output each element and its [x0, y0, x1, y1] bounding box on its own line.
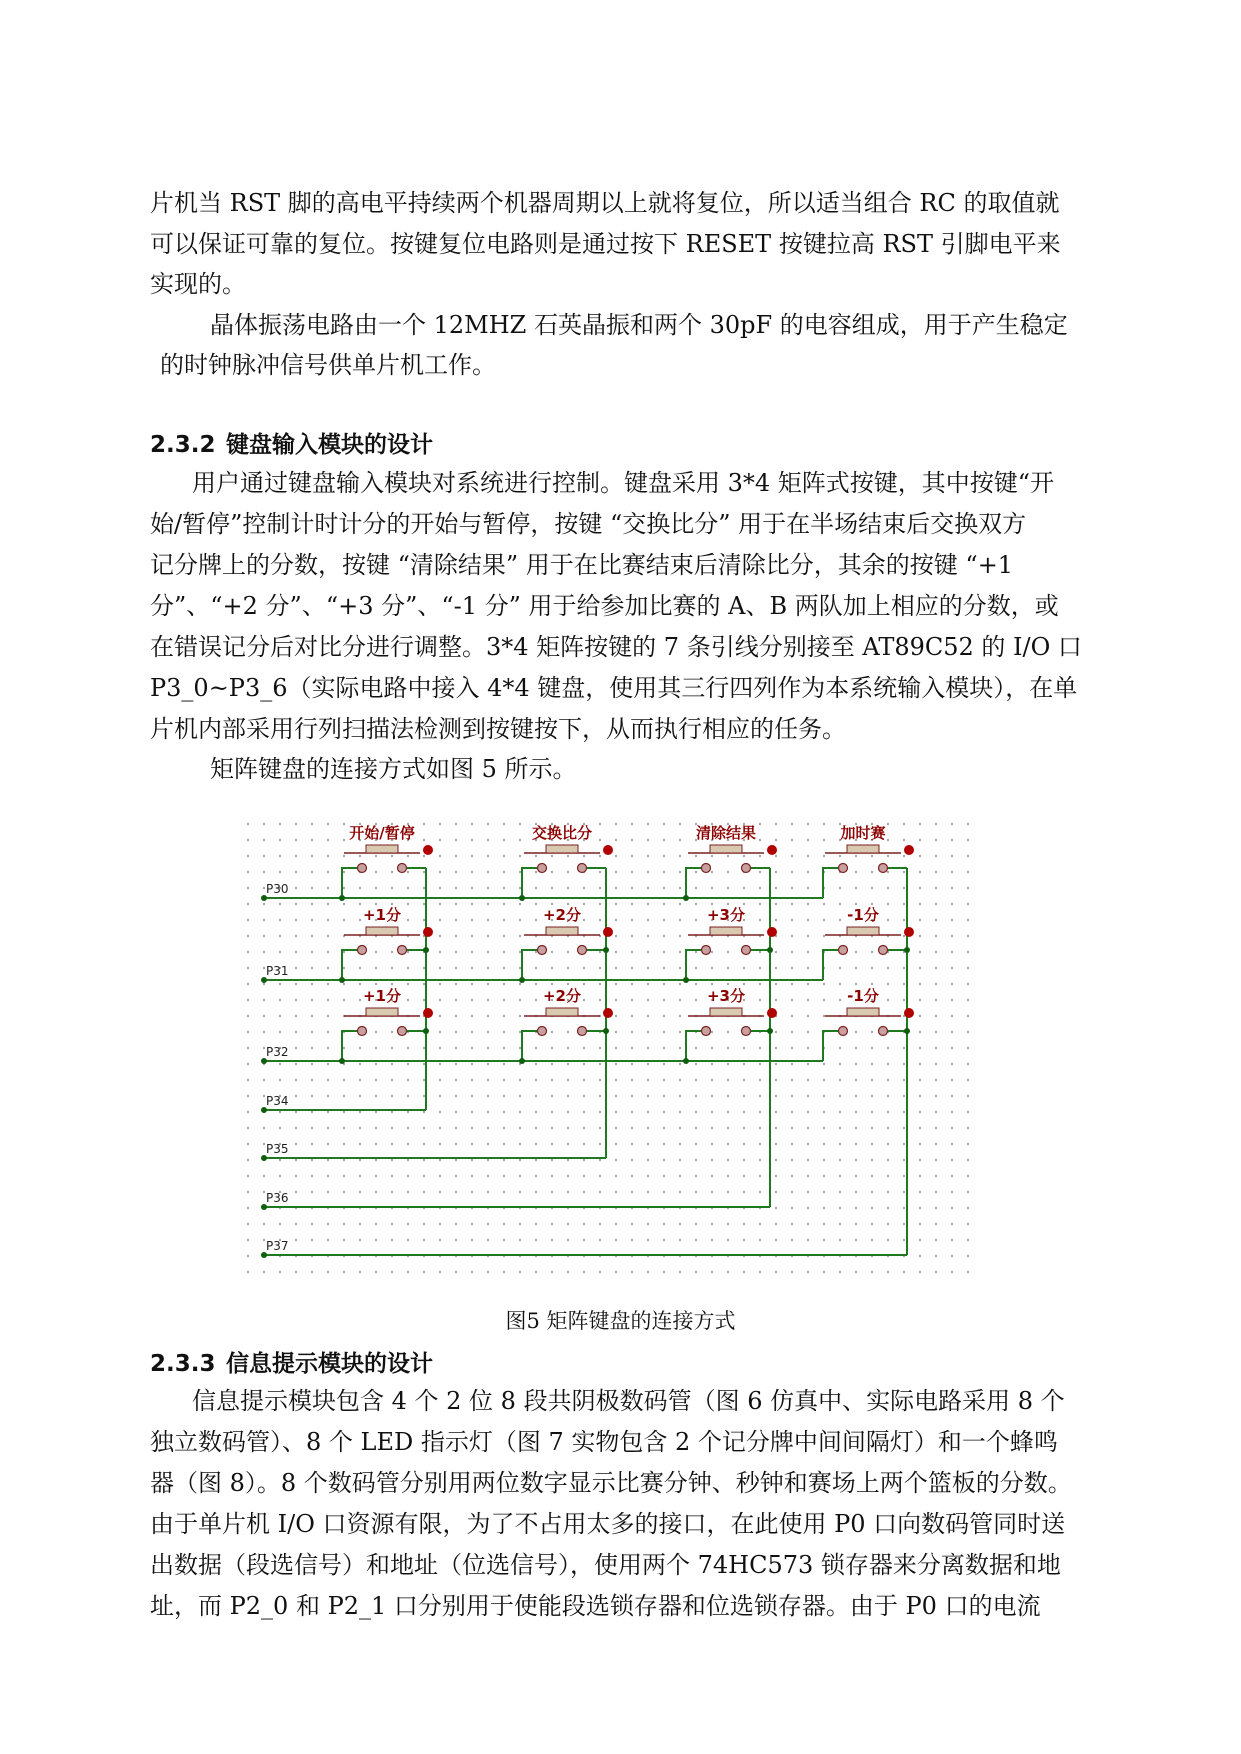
key-lead	[686, 868, 701, 898]
row-junction	[683, 977, 689, 983]
port-label: P30	[266, 882, 289, 896]
paragraph-line: 始/暂停”控制计时计分的开始与暂停，按键 “交换比分” 用于在半场结束后交换双方	[150, 510, 1027, 538]
port-label: P31	[266, 964, 289, 978]
figure-caption: 图5 矩阵键盘的连接方式	[505, 1309, 736, 1333]
section-heading-2-3-2	[150, 426, 433, 459]
key-label: -1分	[847, 987, 879, 1005]
paragraph-line: 独立数码管）、8 个 LED 指示灯（图 7 实物包含 2 个记分牌中间间隔灯）和一个蜂鸣	[150, 1428, 1058, 1456]
row-junction	[683, 1058, 689, 1064]
column-junction	[423, 947, 429, 953]
push-button-key	[524, 824, 613, 873]
row-junction	[519, 1058, 525, 1064]
matrix-keyboard-schematic	[246, 820, 970, 1275]
key-lead	[342, 1031, 357, 1061]
key-label: +1分	[362, 906, 402, 924]
column-junction	[904, 1028, 910, 1034]
port-label: P36	[266, 1191, 289, 1205]
key-lead	[823, 950, 838, 980]
key-label: -1分	[847, 906, 879, 924]
paragraph-line: 出数据（段选信号）和地址（位选信号），使用两个 74HC573 锁存器来分离数据和地	[150, 1551, 1061, 1579]
column-junction	[904, 947, 910, 953]
paragraph-line: 可以保证可靠的复位。按键复位电路则是通过按下 RESET 按键拉高 RST 引脚电平来	[150, 230, 1061, 258]
wires	[261, 868, 910, 1258]
key-label: +3分	[706, 906, 746, 924]
key-label: 开始/暂停	[349, 824, 415, 842]
key-label: +2分	[542, 987, 582, 1005]
keys	[344, 824, 914, 1036]
key-label: 加时赛	[840, 824, 886, 842]
section-title: 信息提示模块的设计	[226, 1351, 433, 1377]
port-labels	[266, 882, 289, 1253]
column-junction	[423, 1028, 429, 1034]
key-lead	[522, 1031, 537, 1061]
key-lead	[522, 950, 537, 980]
push-button-key	[825, 906, 914, 955]
push-button-key	[524, 906, 613, 955]
key-label: 交换比分	[531, 824, 593, 842]
row-junction	[683, 895, 689, 901]
grid-dots	[247, 823, 969, 1273]
key-lead	[823, 1031, 838, 1061]
section-number: 2.3.3	[150, 1351, 216, 1377]
push-button-key	[344, 987, 433, 1036]
push-button-key	[344, 906, 433, 955]
paragraph-line: 的时钟脉冲信号供单片机工作。	[160, 351, 496, 379]
section-title: 键盘输入模块的设计	[226, 432, 433, 458]
section-number: 2.3.2	[150, 432, 216, 458]
row-junction	[339, 977, 345, 983]
paragraph-line: 记分牌上的分数，按键 “清除结果” 用于在比赛结束后清除比分，其余的按键 “+1	[150, 551, 1014, 579]
paragraph-line: 片机当 RST 脚的高电平持续两个机器周期以上就将复位，所以适当组合 RC 的取值就	[150, 189, 1060, 217]
column-junction	[767, 1028, 773, 1034]
row-junction	[339, 895, 345, 901]
port-label: P37	[266, 1239, 289, 1253]
paragraph-line: 器（图 8）。8 个数码管分别用两位数字显示比赛分钟、秒钟和赛场上两个篮板的分数。	[150, 1469, 1072, 1497]
paragraph-line: 矩阵键盘的连接方式如图 5 所示。	[210, 755, 577, 783]
row-junction	[519, 895, 525, 901]
key-lead	[686, 1031, 701, 1061]
section-heading-2-3-3	[150, 1345, 433, 1378]
port-label: P32	[266, 1045, 289, 1059]
column-junction	[603, 947, 609, 953]
column-junction	[767, 947, 773, 953]
key-label: +3分	[706, 987, 746, 1005]
port-label: P34	[266, 1094, 289, 1108]
paragraph-line: 址，而 P2_0 和 P2_1 口分别用于使能段选锁存器和位选锁存器。由于 P0 口的电流	[150, 1592, 1041, 1620]
push-button-key	[688, 906, 777, 955]
paragraph-line: 在错误记分后对比分进行调整。3*4 矩阵按键的 7 条引线分别接至 AT89C52 的 I/O 口	[150, 633, 1082, 661]
paragraph-line: 片机内部采用行列扫描法检测到按键按下，从而执行相应的任务。	[150, 715, 846, 743]
push-button-key	[524, 987, 613, 1036]
key-label: 清除结果	[695, 824, 757, 842]
row-junction	[339, 1058, 345, 1064]
paragraph-line: 分”、“+2 分”、“+3 分”、“-1 分” 用于给参加比赛的 A、B 两队加上相应的分数，或	[150, 592, 1059, 620]
paragraph-line: 信息提示模块包含 4 个 2 位 8 段共阴极数码管（图 6 仿真中、实际电路采用 8 个	[192, 1387, 1065, 1415]
paragraph-line: 实现的。	[150, 270, 246, 298]
paragraph-line: 用户通过键盘输入模块对系统进行控制。键盘采用 3*4 矩阵式按键，其中按键“开	[192, 469, 1055, 497]
paragraph-line: 晶体振荡电路由一个 12MHZ 石英晶振和两个 30pF 的电容组成，用于产生稳定	[210, 311, 1068, 339]
key-lead	[823, 868, 838, 898]
key-lead	[686, 950, 701, 980]
key-label: +1分	[362, 987, 402, 1005]
key-lead	[342, 950, 357, 980]
push-button-key	[825, 987, 914, 1036]
port-label: P35	[266, 1142, 289, 1156]
row-junction	[519, 977, 525, 983]
paragraph-line: 由于单片机 I/O 口资源有限，为了不占用太多的接口，在此使用 P0 口向数码管同时送	[150, 1510, 1066, 1538]
key-lead	[522, 868, 537, 898]
key-label: +2分	[542, 906, 582, 924]
push-button-key	[825, 824, 914, 873]
column-junction	[603, 1028, 609, 1034]
push-button-key	[344, 824, 433, 873]
push-button-key	[688, 824, 777, 873]
push-button-key	[688, 987, 777, 1036]
paragraph-line: P3_0~P3_6（实际电路中接入 4*4 键盘，使用其三行四列作为本系统输入模块），在单	[150, 674, 1078, 702]
